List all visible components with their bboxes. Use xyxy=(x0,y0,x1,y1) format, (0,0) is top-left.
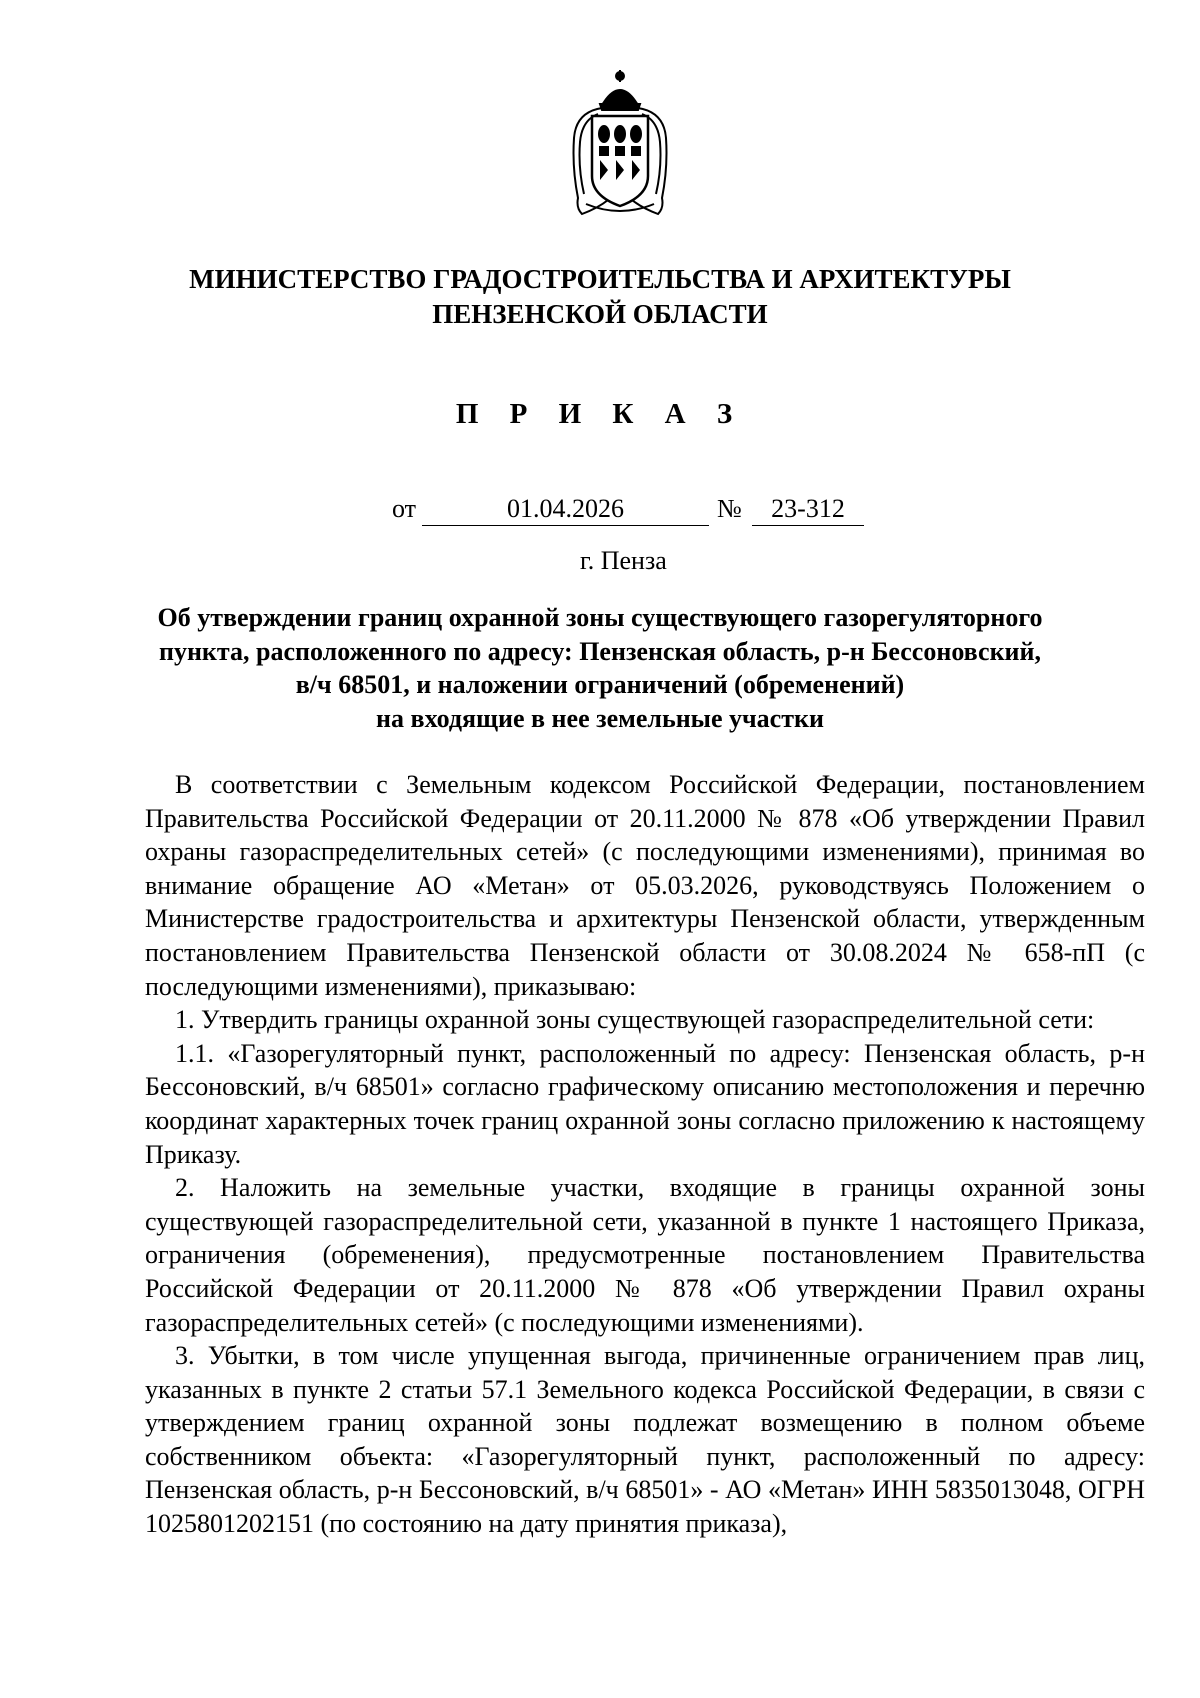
document-type-title: П Р И К А З xyxy=(455,398,745,430)
item-1-1-paragraph: 1.1. «Газорегуляторный пункт, расположенный по адресу: Пензенская область, р-н Бессоновский, в/ч 68501» согласно графическому описанию местоположения и перечню координат характерных точек границ охранной зоны согласно приложению к настоящему Приказу. xyxy=(145,1038,1145,1169)
order-number: 23-312 xyxy=(752,493,864,526)
number-prefix: № xyxy=(717,494,742,523)
order-city: г. Пенза xyxy=(580,546,667,575)
date-prefix: от xyxy=(392,494,417,523)
subject-line-4: на входящие в нее земельные участки xyxy=(376,703,824,733)
ministry-line-1: МИНИСТЕРСТВО ГРАДОСТРОИТЕЛЬСТВА И АРХИТЕКТУРЫ xyxy=(189,264,1011,294)
ministry-line-2: ПЕНЗЕНСКОЙ ОБЛАСТИ xyxy=(432,299,768,329)
preamble-paragraph: В соответствии с Земельным кодексом Российской Федерации, постановлением Правительства Российской Федерации от 20.11.2000 № 878 «Об утверждении Правил охраны газораспределительных сетей» (с последующими изменениями), принимая во внимание обращение АО «Метан» от 05.03.2026, руководствуясь Положением о Министерстве градостроительства и архитектуры Пензенской области, утвержденным постановлением Правительства Пензенской области от 30.08.2024 № 658-пП (с последующими изменениями), приказываю: xyxy=(145,770,1145,1001)
order-body xyxy=(145,768,1145,1541)
ministry-name xyxy=(0,262,1200,332)
order-subject xyxy=(0,601,1200,735)
item-3-paragraph: 3. Убытки, в том числе упущенная выгода, причиненные ограничением прав лиц, указанных в пункте 2 статьи 57.1 Земельного кодекса Российской Федерации, в связи с утверждением границ охранной зоны подлежат возмещению в полном объеме собственником объекта: «Газорегуляторный пункт, расположенный по адресу: Пензенская область, р-н Бессоновский, в/ч 68501» - АО «Метан» ИНН 5835013048, ОГРН 1025801202151 (по состоянию на дату принятия приказа), xyxy=(145,1341,1145,1539)
item-1-paragraph: 1. Утвердить границы охранной зоны существующей газораспределительной сети: xyxy=(175,1005,1095,1035)
subject-line-1: Об утверждении границ охранной зоны существующего газорегуляторного xyxy=(157,603,1043,632)
item-2-paragraph: 2. Наложить на земельные участки, входящие в границы охранной зоны существующей газораспределительной сети, указанной в пункте 1 настоящего Приказа, ограничения (обременения), предусмотренные постановлением Правительства Российской Федерации от 20.11.2000 № 878 «Об утверждении Правил охраны газораспределительных сетей» (с последующими изменениями). xyxy=(145,1173,1145,1337)
coat-of-arms-icon xyxy=(568,68,672,218)
subject-line-3: в/ч 68501, и наложении ограничений (обременений) xyxy=(295,670,905,699)
subject-line-2: пункта, расположенного по адресу: Пензенская область, р-н Бессоновский, xyxy=(158,636,1042,666)
order-date: 01.04.2026 xyxy=(422,493,709,526)
